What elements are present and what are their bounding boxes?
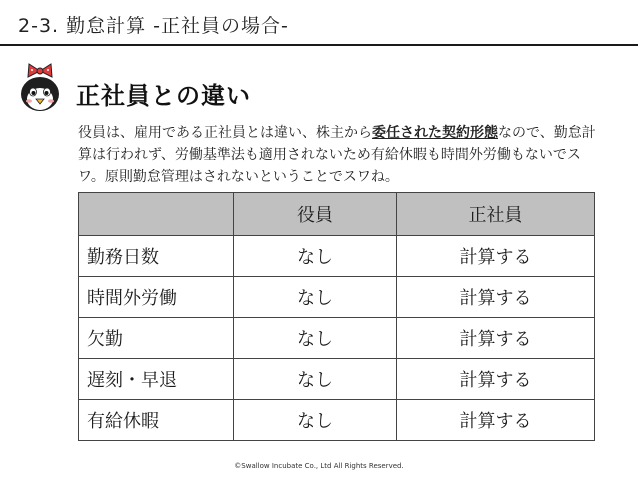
- row-label: 欠勤: [79, 318, 234, 359]
- officer-value: なし: [234, 318, 397, 359]
- table-row: [79, 277, 595, 318]
- row-label: 有給休暇: [79, 400, 234, 441]
- header-divider: [0, 44, 638, 46]
- row-label: 遅刻・早退: [79, 359, 234, 400]
- table-row: [79, 236, 595, 277]
- comparison-table: [78, 192, 595, 441]
- description-emphasis: 委任された契約形態: [372, 125, 498, 141]
- row-label: 時間外労働: [79, 277, 234, 318]
- header-cell-officer: 役員: [234, 193, 397, 236]
- description-text-1: 役員は、雇用である正社員とは違い、株主から: [78, 125, 372, 141]
- officer-value: なし: [234, 277, 397, 318]
- table-header-row: [79, 193, 595, 236]
- section-title: 正社員との違い: [76, 82, 251, 110]
- officer-value: なし: [234, 236, 397, 277]
- employee-value: 計算する: [397, 318, 595, 359]
- copyright-notice: ©Swallow Incubate Co., Ltd All Rights Reserved.: [234, 462, 404, 470]
- header-cell-employee: 正社員: [397, 193, 595, 236]
- swallow-mascot-icon: [16, 62, 64, 114]
- table-row: [79, 400, 595, 441]
- employee-value: 計算する: [397, 359, 595, 400]
- officer-value: なし: [234, 359, 397, 400]
- header-cell-blank: [79, 193, 234, 236]
- row-label: 勤務日数: [79, 236, 234, 277]
- officer-value: なし: [234, 400, 397, 441]
- table-row: [79, 318, 595, 359]
- description-paragraph: [78, 122, 598, 188]
- page-title: 2-3. 勤怠計算 -正社員の場合-: [18, 15, 289, 37]
- table-row: [79, 359, 595, 400]
- employee-value: 計算する: [397, 236, 595, 277]
- description-text-2: なので、勤怠計算は行われず、労働基準法も適用されないため有給休暇も時間外労働もないでスワ。原則勤怠管理はされないということでスワね。: [78, 125, 596, 185]
- employee-value: 計算する: [397, 400, 595, 441]
- employee-value: 計算する: [397, 277, 595, 318]
